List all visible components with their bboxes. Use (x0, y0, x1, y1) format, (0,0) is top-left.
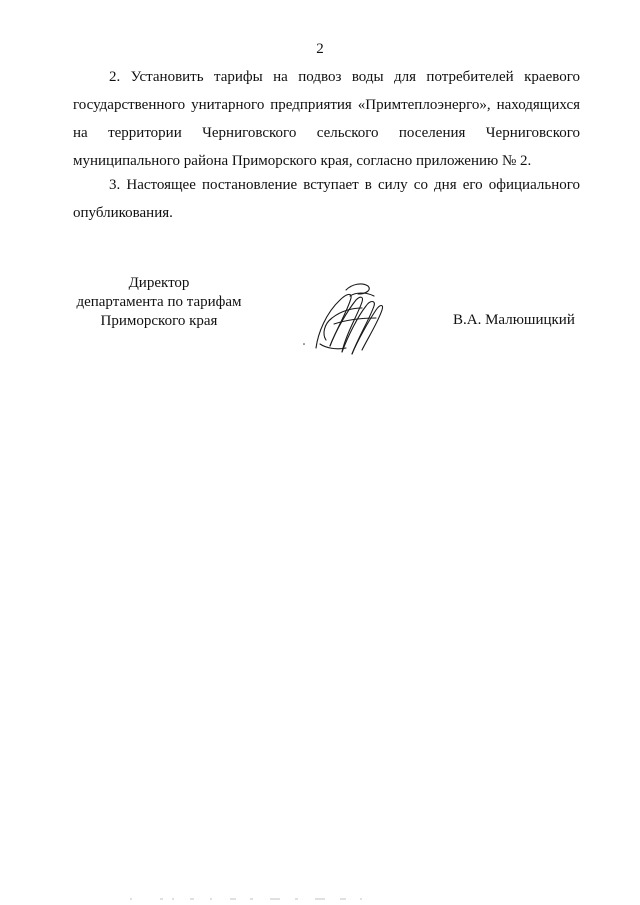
paragraph-tariffs (73, 63, 580, 175)
paragraph-line: 2. Установить тарифы на подвоз воды для потребителей краевого (109, 69, 580, 85)
signatory-position (64, 274, 254, 331)
paragraph-line: опубликования. (73, 205, 173, 221)
signature-block (0, 274, 640, 364)
paragraph-line: государственного унитарного предприятия «Примтеплоэнерго», находящихся (73, 97, 580, 113)
scan-artifact (120, 897, 560, 901)
handwritten-signature (296, 278, 388, 358)
signatory-position-line: Директор (128, 275, 190, 291)
page-number: 2 (316, 41, 324, 57)
paragraph-line: муниципального района Приморского края, согласно приложению № 2. (73, 153, 532, 169)
paragraph-line: 3. Настоящее постановление вступает в силу со дня его официального (109, 177, 580, 193)
signatory-name: В.А. Малюшицкий (453, 312, 575, 328)
signatory-position-line: департамента по тарифам (76, 294, 242, 310)
paragraph-effective-date (73, 171, 580, 227)
signatory-position-line: Приморского края (100, 313, 218, 329)
paragraph-line: на территории Черниговского сельского поселения Черниговского (73, 125, 580, 141)
